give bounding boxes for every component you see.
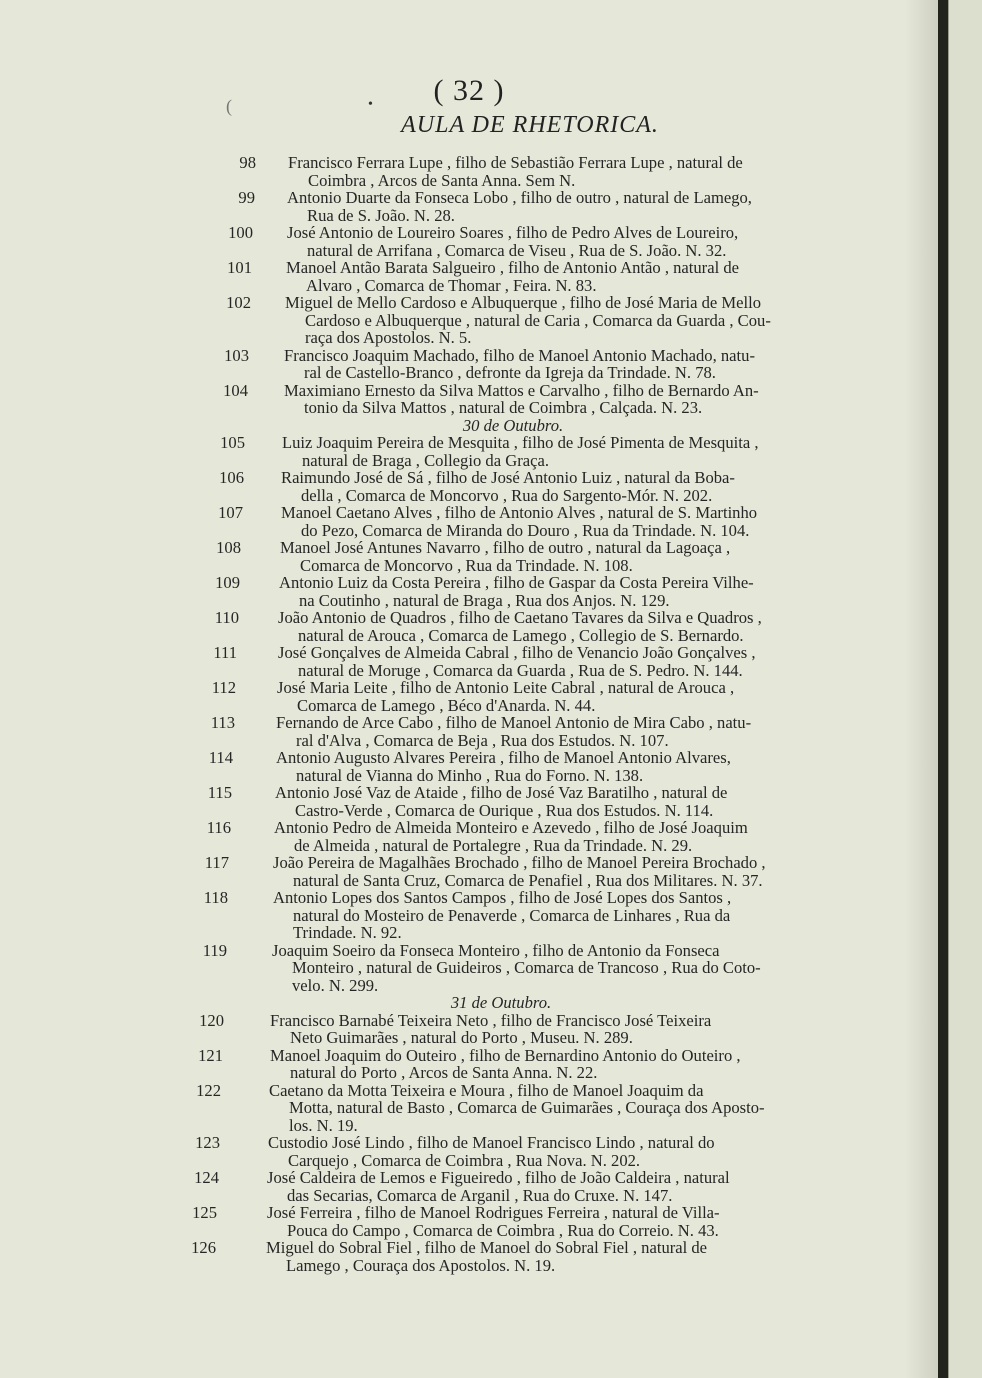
entry-number: 123	[195, 1133, 220, 1152]
entry-line: Antonio Pedro de Almeida Monteiro e Azevedo , filho de José Joaquim	[274, 818, 748, 837]
entry-line: natural do Mosteiro de Penaverde , Comarca de Linhares , Rua da	[293, 905, 731, 925]
entry-number: 119	[202, 940, 227, 960]
entry-line: Manoel Antão Barata Salgueiro , filho de Antonio Antão , natural de	[286, 258, 739, 277]
entry-text	[273, 889, 938, 942]
entry-text	[267, 1204, 938, 1239]
entry-line: Custodio José Lindo , filho de Manoel Francisco Lindo , natural do	[268, 1133, 715, 1152]
entry-line: José Gonçalves de Almeida Cabral , filho de Venancio João Gonçalves ,	[278, 643, 756, 662]
entry-number: 117	[204, 853, 229, 872]
entry-text	[278, 609, 938, 644]
entry-line: Comarca de Lamego , Béco d'Anarda. N. 44.	[297, 695, 596, 715]
entry-number: 125	[192, 1203, 217, 1222]
entry-number: 113	[210, 713, 235, 732]
entry-text	[270, 1012, 938, 1047]
entry-number: 114	[208, 748, 233, 767]
entry-line: Cardoso e Albuquerque , natural de Caria , Comarca da Guarda , Cou-	[305, 310, 771, 330]
entry-text	[270, 1047, 938, 1082]
entry-text	[286, 259, 938, 294]
entry-text	[284, 347, 938, 382]
entry-line: Caetano da Motta Teixeira e Moura , filho de Manoel Joaquim da	[269, 1080, 704, 1100]
entry-text	[278, 644, 938, 679]
entry-number: 126	[191, 1238, 216, 1257]
list-item	[0, 189, 938, 224]
entry-number: 98	[239, 153, 256, 172]
entry-line: Francisco Joaquim Machado, filho de Manoel Antonio Machado, natu-	[284, 345, 755, 365]
entry-line: tonio da Silva Mattos , natural de Coimbra , Calçada. N. 23.	[304, 398, 703, 417]
list-item	[0, 294, 938, 347]
entry-line: Lamego , Couraça dos Apostolos. N. 19.	[286, 1255, 556, 1275]
entry-line: Luiz Joaquim Pereira de Mesquita , filho de José Pimenta de Mesquita ,	[282, 433, 759, 452]
entry-number: 106	[219, 468, 244, 487]
entry-text	[276, 714, 938, 749]
entry-line: Miguel de Mello Cardoso e Albuquerque , filho de José Maria de Mello	[285, 293, 762, 312]
list-item	[0, 469, 938, 504]
entry-line: Castro-Verde , Comarca de Ourique , Rua dos Estudos. N. 114.	[295, 800, 714, 820]
list-item	[0, 574, 938, 609]
entry-line: natural do Porto , Arcos de Santa Anna. N. 22.	[290, 1063, 598, 1082]
entry-line: natural de Braga , Collegio da Graça.	[302, 450, 549, 470]
entry-line: José Antonio de Loureiro Soares , filho de Pedro Alves de Loureiro,	[287, 223, 739, 242]
entry-line: Francisco Barnabé Teixeira Neto , filho de Francisco José Teixeira	[270, 1010, 712, 1030]
entry-line: João Antonio de Quadros , filho de Caetano Tavares da Silva e Quadros ,	[278, 608, 762, 627]
entry-number: 109	[215, 573, 240, 592]
entry-line: ral d'Alva , Comarca de Beja , Rua dos Estudos. N. 107.	[296, 730, 669, 750]
list-item	[0, 224, 938, 259]
entry-number: 115	[207, 783, 232, 802]
entry-text	[281, 504, 938, 539]
entry-text	[272, 942, 938, 995]
entry-line: Antonio Lopes dos Santos Campos , filho de José Lopes dos Santos ,	[273, 888, 732, 907]
list-item	[0, 347, 938, 382]
entry-line: do Pezo, Comarca de Miranda do Douro , Rua da Trindade. N. 104.	[301, 520, 750, 540]
entry-line: Rua de S. João. N. 28.	[307, 205, 455, 225]
entry-line: raça dos Apostolos. N. 5.	[305, 328, 472, 347]
entry-number: 102	[226, 293, 251, 312]
entry-text	[273, 854, 938, 889]
entry-line: Antonio Augusto Alvares Pereira , filho de Manoel Antonio Alvares,	[276, 748, 731, 767]
date-heading: 30 de Outubro.	[462, 415, 564, 435]
section-heading: AULA DE RHETORICA.	[401, 112, 659, 138]
entry-number: 112	[211, 678, 236, 697]
entry-number: 110	[214, 608, 239, 627]
list-item	[0, 434, 938, 469]
entry-line: Manoel José Antunes Navarro , filho de outro , natural da Lagoaça ,	[280, 538, 731, 557]
entry-line: natural de Moruge , Comarca da Guarda , Rua de S. Pedro. N. 144.	[298, 660, 743, 680]
entry-line: João Pereira de Magalhães Brochado , filho de Manoel Pereira Brochado ,	[273, 853, 766, 872]
entry-line: José Ferreira , filho de Manoel Rodrigues Ferreira , natural de Villa-	[267, 1203, 720, 1222]
list-item	[0, 154, 938, 189]
list-item	[0, 749, 938, 784]
entry-text	[267, 1169, 938, 1204]
list-item	[0, 714, 938, 749]
entry-line: natural de Arrifana , Comarca de Viseu , Rua de S. João. N. 32.	[307, 240, 727, 260]
entry-text	[275, 784, 938, 819]
entry-line: Pouca do Campo , Comarca de Coimbra , Rua do Correio. N. 43.	[287, 1220, 719, 1240]
entry-line: de Almeida , natural de Portalegre , Rua da Trindade. N. 29.	[294, 835, 693, 855]
entry-number: 99	[238, 188, 255, 207]
list-item	[0, 1012, 938, 1047]
entry-line: Trindade. N. 92.	[293, 923, 402, 942]
entry-number: 105	[220, 433, 245, 452]
entry-line: natural de Santa Cruz, Comarca de Penafiel , Rua dos Militares. N. 37.	[293, 870, 763, 890]
entry-text	[280, 539, 938, 574]
entry-line: José Maria Leite , filho de Antonio Leite Cabral , natural de Arouca ,	[277, 678, 735, 697]
entry-line: Maximiano Ernesto da Silva Mattos e Carvalho , filho de Bernardo An-	[284, 380, 759, 400]
entry-line: della , Comarca de Moncorvo , Rua do Sargento-Mór. N. 202.	[301, 485, 713, 505]
entry-line: Coimbra , Arcos de Santa Anna. Sem N.	[308, 170, 576, 190]
list-item	[0, 1082, 938, 1135]
entry-text	[281, 469, 938, 504]
entry-number: 118	[203, 888, 228, 907]
entry-number: 120	[199, 1010, 224, 1030]
entry-line: José Caldeira de Lemos e Figueiredo , filho de João Caldeira , natural	[267, 1168, 730, 1187]
entry-text	[269, 1082, 938, 1135]
entry-line: Comarca de Moncorvo , Rua da Trindade. N. 108.	[300, 555, 633, 575]
entry-number: 111	[213, 643, 237, 662]
entry-line: Fernando de Arce Cabo , filho de Manoel Antonio de Mira Cabo , natu-	[276, 713, 752, 732]
adjacent-page-edge	[948, 0, 982, 1378]
entry-text	[279, 574, 938, 609]
entry-number: 108	[216, 538, 241, 557]
entry-text	[285, 294, 938, 347]
entry-line: Joaquim Soeiro da Fonseca Monteiro , filho de Antonio da Fonseca	[272, 940, 720, 960]
entry-text	[287, 189, 938, 224]
list-item	[0, 819, 938, 854]
entry-line: Francisco Ferrara Lupe , filho de Sebastião Ferrara Lupe , natural de	[288, 153, 743, 172]
date-heading: 31 de Outubro.	[450, 993, 552, 1012]
list-item	[0, 259, 938, 294]
entry-line: Motta, natural de Basto , Comarca de Guimarães , Couraça dos Aposto-	[289, 1098, 765, 1117]
entry-line: das Secarias, Comarca de Arganil , Rua do Cruxe. N. 147.	[287, 1185, 673, 1205]
list-item	[0, 1169, 938, 1204]
entry-text	[288, 154, 938, 189]
ink-dot: •	[368, 97, 373, 112]
entry-text	[277, 679, 938, 714]
list-item	[0, 1047, 938, 1082]
entry-number: 104	[223, 380, 248, 400]
entry-number: 122	[196, 1080, 221, 1100]
entry-line: ral de Castello-Branco , defronte da Igreja da Trindade. N. 78.	[304, 363, 716, 382]
list-item	[0, 1204, 938, 1239]
entry-text	[274, 819, 938, 854]
entry-text	[287, 224, 938, 259]
entry-line: Raimundo José de Sá , filho de José Antonio Luiz , natural da Boba-	[281, 468, 735, 487]
entry-number: 121	[198, 1045, 223, 1065]
list-item	[0, 1134, 938, 1169]
entry-text	[266, 1239, 938, 1274]
entry-number: 101	[227, 258, 252, 277]
entry-line: Carquejo , Comarca de Coimbra , Rua Nova. N. 202.	[288, 1150, 641, 1170]
entry-line: natural de Arouca , Comarca de Lamego , Collegio de S. Bernardo.	[298, 625, 744, 645]
list-item	[0, 382, 938, 417]
entry-line: velo. N. 299.	[292, 975, 379, 995]
entry-number: 100	[228, 223, 253, 242]
entry-text	[282, 434, 938, 469]
entry-line: Antonio Luiz da Costa Pereira , filho de Gaspar da Costa Pereira Vilhe-	[279, 573, 754, 592]
entry-text	[276, 749, 938, 784]
entry-text	[284, 382, 938, 417]
student-list	[0, 154, 938, 1274]
entry-line: Manoel Joaquim do Outeiro , filho de Bernardino Antonio do Outeiro ,	[270, 1045, 741, 1065]
entry-number: 124	[194, 1168, 219, 1187]
list-item	[0, 679, 938, 714]
entry-line: los. N. 19.	[289, 1115, 358, 1135]
list-item	[0, 1239, 938, 1274]
list-item	[0, 644, 938, 679]
list-item	[0, 609, 938, 644]
entry-line: Neto Guimarães , natural do Porto , Museu. N. 289.	[290, 1028, 633, 1047]
entry-number: 116	[206, 818, 231, 837]
stray-mark: (	[226, 96, 232, 116]
entry-line: Manoel Caetano Alves , filho de Antonio Alves , natural de S. Martinho	[281, 503, 758, 522]
entry-number: 103	[224, 345, 249, 365]
entry-line: Antonio Duarte da Fonseca Lobo , filho de outro , natural de Lamego,	[287, 188, 752, 207]
list-item	[0, 539, 938, 574]
list-item	[0, 942, 938, 995]
entry-line: Monteiro , natural de Guideiros , Comarca de Trancoso , Rua do Coto-	[292, 958, 761, 977]
entry-line: natural de Vianna do Minho , Rua do Forno. N. 138.	[296, 765, 644, 785]
entry-line: Antonio José Vaz de Ataide , filho de José Vaz Baratilho , natural de	[275, 783, 728, 802]
page-number: ( 32 )	[433, 74, 505, 107]
entry-line: Miguel do Sobral Fiel , filho de Manoel do Sobral Fiel , natural de	[266, 1238, 708, 1257]
entry-text	[268, 1134, 938, 1169]
entry-line: na Coutinho , natural de Braga , Rua dos Anjos. N. 129.	[299, 590, 670, 610]
list-item	[0, 889, 938, 942]
list-item	[0, 504, 938, 539]
list-item	[0, 854, 938, 889]
entry-line: Alvaro , Comarca de Thomar , Feira. N. 83.	[306, 275, 597, 295]
list-item	[0, 784, 938, 819]
entry-number: 107	[218, 503, 243, 522]
